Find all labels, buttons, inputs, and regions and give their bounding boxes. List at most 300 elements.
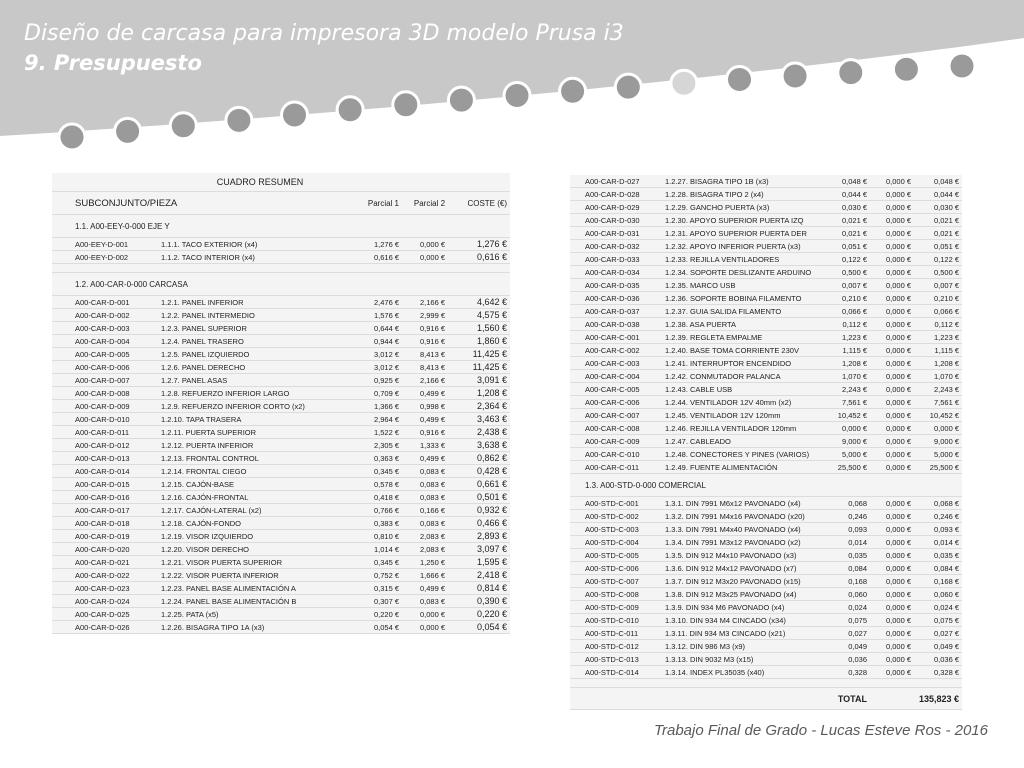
part-cost: 0,024 € bbox=[914, 601, 962, 614]
spacer-row bbox=[52, 264, 510, 273]
section-row bbox=[52, 273, 510, 296]
spacer-row bbox=[570, 679, 962, 688]
parcial-1: 0,363 € bbox=[356, 452, 402, 465]
part-code: A00-STD-C-007 bbox=[582, 575, 662, 588]
part-cost: 0,390 € bbox=[448, 595, 510, 608]
part-name: 1.2.3. PANEL SUPERIOR bbox=[158, 322, 356, 335]
parcial-2: 0,000 € bbox=[870, 627, 914, 640]
row-spacer bbox=[570, 396, 582, 409]
part-name: 1.2.7. PANEL ASAS bbox=[158, 374, 356, 387]
parcial-2: 0,000 € bbox=[870, 279, 914, 292]
part-name: 1.2.44. VENTILADOR 12V 40mm (x2) bbox=[662, 396, 824, 409]
summary-table-right bbox=[570, 175, 962, 710]
parcial-2: 1,250 € bbox=[402, 556, 448, 569]
part-name: 1.2.34. SOPORTE DESLIZANTE ARDUINO bbox=[662, 266, 824, 279]
part-code: A00-CAR-D-032 bbox=[582, 240, 662, 253]
table-row bbox=[570, 318, 962, 331]
part-name: 1.2.13. FRONTAL CONTROL bbox=[158, 452, 356, 465]
table-row bbox=[570, 370, 962, 383]
col-header-parcial2: Parcial 2 bbox=[402, 192, 448, 215]
parcial-2: 0,000 € bbox=[870, 510, 914, 523]
parcial-1: 0,054 € bbox=[356, 621, 402, 634]
parcial-2: 0,000 € bbox=[870, 292, 914, 305]
part-code: A00-STD-C-014 bbox=[582, 666, 662, 679]
table-row bbox=[52, 608, 510, 621]
section-row bbox=[570, 474, 962, 497]
part-cost: 0,075 € bbox=[914, 614, 962, 627]
part-cost: 0,500 € bbox=[914, 266, 962, 279]
row-spacer bbox=[52, 374, 72, 387]
part-name: 1.2.33. REJILLA VENTILADORES bbox=[662, 253, 824, 266]
part-code: A00-CAR-D-016 bbox=[72, 491, 158, 504]
parcial-2: 0,000 € bbox=[870, 601, 914, 614]
table-row bbox=[570, 601, 962, 614]
parcial-2: 2,083 € bbox=[402, 543, 448, 556]
table-row bbox=[52, 504, 510, 517]
row-spacer bbox=[570, 279, 582, 292]
parcial-2: 0,000 € bbox=[870, 175, 914, 188]
row-spacer bbox=[570, 588, 582, 601]
table-row bbox=[570, 640, 962, 653]
part-name: 1.2.21. VISOR PUERTA SUPERIOR bbox=[158, 556, 356, 569]
row-spacer bbox=[570, 227, 582, 240]
part-code: A00-EEY-D-002 bbox=[72, 251, 158, 264]
row-spacer bbox=[570, 666, 582, 679]
row-spacer bbox=[52, 504, 72, 517]
row-spacer bbox=[52, 465, 72, 478]
row-spacer bbox=[570, 370, 582, 383]
parcial-1: 0,168 bbox=[824, 575, 870, 588]
parcial-2: 0,083 € bbox=[402, 517, 448, 530]
part-cost: 2,438 € bbox=[448, 426, 510, 439]
part-name: 1.3.2. DIN 7991 M4x16 PAVONADO (x20) bbox=[662, 510, 824, 523]
table-row bbox=[570, 510, 962, 523]
row-spacer bbox=[570, 175, 582, 188]
part-name: 1.2.22. VISOR PUERTA INFERIOR bbox=[158, 569, 356, 582]
part-code: A00-STD-C-012 bbox=[582, 640, 662, 653]
parcial-1: 0,307 € bbox=[356, 595, 402, 608]
part-name: 1.2.8. REFUERZO INFERIOR LARGO bbox=[158, 387, 356, 400]
part-name: 1.2.26. BISAGRA TIPO 1A (x3) bbox=[158, 621, 356, 634]
parcial-1: 1,223 € bbox=[824, 331, 870, 344]
parcial-1: 0,014 bbox=[824, 536, 870, 549]
part-cost: 0,036 € bbox=[914, 653, 962, 666]
parcial-1: 0,021 € bbox=[824, 214, 870, 227]
parcial-1: 0,112 € bbox=[824, 318, 870, 331]
parcial-2: 0,000 € bbox=[870, 575, 914, 588]
part-cost: 0,044 € bbox=[914, 188, 962, 201]
row-spacer bbox=[570, 536, 582, 549]
parcial-1: 3,012 € bbox=[356, 361, 402, 374]
table-row bbox=[570, 292, 962, 305]
row-spacer bbox=[52, 439, 72, 452]
row-spacer bbox=[570, 409, 582, 422]
part-name: 1.2.49. FUENTE ALIMENTACIÓN bbox=[662, 461, 824, 474]
table-row bbox=[570, 214, 962, 227]
parcial-2: 0,000 € bbox=[870, 331, 914, 344]
part-name: 1.1.2. TACO INTERIOR (x4) bbox=[158, 251, 356, 264]
part-cost: 3,638 € bbox=[448, 439, 510, 452]
progress-dot bbox=[838, 60, 864, 86]
part-cost: 0,060 € bbox=[914, 588, 962, 601]
parcial-2: 0,000 € bbox=[870, 614, 914, 627]
part-cost: 0,000 € bbox=[914, 422, 962, 435]
parcial-1: 0,049 bbox=[824, 640, 870, 653]
part-cost: 1,070 € bbox=[914, 370, 962, 383]
row-spacer bbox=[570, 305, 582, 318]
table-row bbox=[570, 461, 962, 474]
part-cost: 1,208 € bbox=[448, 387, 510, 400]
row-spacer bbox=[570, 549, 582, 562]
part-code: A00-CAR-D-011 bbox=[72, 426, 158, 439]
table-row bbox=[52, 251, 510, 264]
summary-title: CUADRO RESUMEN bbox=[72, 173, 448, 192]
slide-title-block bbox=[24, 20, 624, 78]
part-name: 1.2.30. APOYO SUPERIOR PUERTA IZQ bbox=[662, 214, 824, 227]
part-name: 1.3.8. DIN 912 M3x25 PAVONADO (x4) bbox=[662, 588, 824, 601]
table-row bbox=[52, 348, 510, 361]
row-spacer bbox=[52, 400, 72, 413]
part-cost: 0,030 € bbox=[914, 201, 962, 214]
row-spacer bbox=[52, 426, 72, 439]
parcial-2: 0,000 € bbox=[870, 201, 914, 214]
parcial-2: 2,999 € bbox=[402, 309, 448, 322]
row-spacer bbox=[52, 452, 72, 465]
part-code: A00-STD-C-005 bbox=[582, 549, 662, 562]
part-name: 1.3.3. DIN 7991 M4x40 PAVONADO (x4) bbox=[662, 523, 824, 536]
summary-table-left bbox=[52, 173, 510, 634]
part-name: 1.3.7. DIN 912 M3x20 PAVONADO (x15) bbox=[662, 575, 824, 588]
parcial-1: 9,000 € bbox=[824, 435, 870, 448]
row-spacer bbox=[570, 331, 582, 344]
part-name: 1.2.11. PUERTA SUPERIOR bbox=[158, 426, 356, 439]
part-cost: 4,575 € bbox=[448, 309, 510, 322]
parcial-1: 7,561 € bbox=[824, 396, 870, 409]
part-name: 1.3.14. INDEX PL35035 (x40) bbox=[662, 666, 824, 679]
parcial-1: 0,044 € bbox=[824, 188, 870, 201]
part-name: 1.2.46. REJILLA VENTILADOR 120mm bbox=[662, 422, 824, 435]
part-cost: 0,007 € bbox=[914, 279, 962, 292]
part-cost: 2,364 € bbox=[448, 400, 510, 413]
progress-dot-active bbox=[671, 70, 697, 96]
part-name: 1.3.1. DIN 7991 M6x12 PAVONADO (x4) bbox=[662, 497, 824, 510]
part-name: 1.2.19. VISOR IZQUIERDO bbox=[158, 530, 356, 543]
part-cost: 0,246 € bbox=[914, 510, 962, 523]
row-spacer bbox=[52, 608, 72, 621]
part-name: 1.2.45. VENTILADOR 12V 120mm bbox=[662, 409, 824, 422]
parcial-2: 8,413 € bbox=[402, 348, 448, 361]
part-cost: 0,122 € bbox=[914, 253, 962, 266]
row-spacer bbox=[570, 562, 582, 575]
part-code: A00-CAR-D-003 bbox=[72, 322, 158, 335]
part-code: A00-CAR-D-024 bbox=[72, 595, 158, 608]
total-label: TOTAL bbox=[824, 688, 870, 710]
part-cost: 0,168 € bbox=[914, 575, 962, 588]
part-code: A00-CAR-C-010 bbox=[582, 448, 662, 461]
table-row bbox=[52, 238, 510, 251]
parcial-2: 0,000 € bbox=[870, 266, 914, 279]
parcial-1: 0,315 € bbox=[356, 582, 402, 595]
table-row bbox=[52, 517, 510, 530]
table-row bbox=[52, 335, 510, 348]
part-name: 1.2.38. ASA PUERTA bbox=[662, 318, 824, 331]
row-spacer bbox=[570, 240, 582, 253]
part-cost: 0,068 € bbox=[914, 497, 962, 510]
part-name: 1.2.32. APOYO INFERIOR PUERTA (x3) bbox=[662, 240, 824, 253]
table-row bbox=[52, 296, 510, 309]
part-code: A00-STD-C-006 bbox=[582, 562, 662, 575]
parcial-1: 0,066 € bbox=[824, 305, 870, 318]
part-code: A00-CAR-C-002 bbox=[582, 344, 662, 357]
parcial-2: 0,499 € bbox=[402, 387, 448, 400]
part-code: A00-STD-C-003 bbox=[582, 523, 662, 536]
part-cost: 0,035 € bbox=[914, 549, 962, 562]
part-name: 1.2.48. CONECTORES Y PINES (VARIOS) bbox=[662, 448, 824, 461]
parcial-2: 0,000 € bbox=[870, 666, 914, 679]
part-cost: 0,049 € bbox=[914, 640, 962, 653]
progress-dot bbox=[615, 74, 641, 100]
parcial-2: 0,499 € bbox=[402, 582, 448, 595]
parcial-1: 0,709 € bbox=[356, 387, 402, 400]
parcial-1: 1,522 € bbox=[356, 426, 402, 439]
table-row bbox=[570, 305, 962, 318]
table-row bbox=[570, 240, 962, 253]
row-spacer bbox=[52, 296, 72, 309]
part-cost: 0,862 € bbox=[448, 452, 510, 465]
row-spacer bbox=[52, 387, 72, 400]
part-code: A00-CAR-D-033 bbox=[582, 253, 662, 266]
part-name: 1.3.5. DIN 912 M4x10 PAVONADO (x3) bbox=[662, 549, 824, 562]
parcial-1: 1,276 € bbox=[356, 238, 402, 251]
parcial-1: 0,220 € bbox=[356, 608, 402, 621]
part-cost: 3,091 € bbox=[448, 374, 510, 387]
part-code: A00-CAR-D-037 bbox=[582, 305, 662, 318]
table-row bbox=[570, 266, 962, 279]
parcial-2: 0,000 € bbox=[870, 461, 914, 474]
part-name: 1.2.37. GUIA SALIDA FILAMENTO bbox=[662, 305, 824, 318]
part-code: A00-CAR-D-030 bbox=[582, 214, 662, 227]
table-row bbox=[570, 614, 962, 627]
table-row bbox=[52, 491, 510, 504]
part-code: A00-CAR-C-011 bbox=[582, 461, 662, 474]
part-cost: 0,021 € bbox=[914, 214, 962, 227]
table-row bbox=[570, 627, 962, 640]
parcial-2: 0,000 € bbox=[870, 227, 914, 240]
row-spacer bbox=[52, 413, 72, 426]
part-cost: 0,084 € bbox=[914, 562, 962, 575]
row-spacer bbox=[570, 214, 582, 227]
parcial-1: 0,383 € bbox=[356, 517, 402, 530]
part-code: A00-CAR-C-007 bbox=[582, 409, 662, 422]
part-cost: 11,425 € bbox=[448, 348, 510, 361]
part-name: 1.3.9. DIN 934 M6 PAVONADO (x4) bbox=[662, 601, 824, 614]
row-spacer bbox=[52, 517, 72, 530]
part-name: 1.2.41. INTERRUPTOR ENCENDIDO bbox=[662, 357, 824, 370]
table-row bbox=[52, 387, 510, 400]
part-name: 1.2.17. CAJÓN-LATERAL (x2) bbox=[158, 504, 356, 517]
parcial-1: 0,418 € bbox=[356, 491, 402, 504]
part-name: 1.2.6. PANEL DERECHO bbox=[158, 361, 356, 374]
part-code: A00-CAR-D-013 bbox=[72, 452, 158, 465]
row-spacer bbox=[52, 543, 72, 556]
slide-subtitle: 9. Presupuesto bbox=[24, 51, 202, 75]
parcial-2: 0,000 € bbox=[402, 608, 448, 621]
part-code: A00-CAR-D-018 bbox=[72, 517, 158, 530]
part-code: A00-CAR-D-027 bbox=[582, 175, 662, 188]
row-spacer bbox=[52, 238, 72, 251]
table-row bbox=[570, 201, 962, 214]
parcial-2: 0,000 € bbox=[870, 536, 914, 549]
parcial-1: 0,810 € bbox=[356, 530, 402, 543]
parcial-1: 1,208 € bbox=[824, 357, 870, 370]
table-row bbox=[52, 361, 510, 374]
part-cost: 1,595 € bbox=[448, 556, 510, 569]
parcial-2: 0,499 € bbox=[402, 413, 448, 426]
part-name: 1.2.40. BASE TOMA CORRIENTE 230V bbox=[662, 344, 824, 357]
row-spacer bbox=[570, 266, 582, 279]
parcial-2: 0,916 € bbox=[402, 426, 448, 439]
parcial-1: 0,616 € bbox=[356, 251, 402, 264]
progress-dot bbox=[727, 67, 753, 93]
part-cost: 9,000 € bbox=[914, 435, 962, 448]
part-code: A00-STD-C-011 bbox=[582, 627, 662, 640]
table-row bbox=[52, 621, 510, 634]
row-spacer bbox=[52, 322, 72, 335]
parcial-1: 0,246 bbox=[824, 510, 870, 523]
part-name: 1.2.12. PUERTA INFERIOR bbox=[158, 439, 356, 452]
parcial-1: 1,070 € bbox=[824, 370, 870, 383]
table-row bbox=[52, 413, 510, 426]
table-row bbox=[570, 666, 962, 679]
part-name: 1.2.24. PANEL BASE ALIMENTACIÓN B bbox=[158, 595, 356, 608]
table-row bbox=[570, 279, 962, 292]
parcial-1: 5,000 € bbox=[824, 448, 870, 461]
parcial-1: 0,068 bbox=[824, 497, 870, 510]
part-name: 1.2.36. SOPORTE BOBINA FILAMENTO bbox=[662, 292, 824, 305]
parcial-2: 0,083 € bbox=[402, 478, 448, 491]
part-cost: 1,115 € bbox=[914, 344, 962, 357]
row-spacer bbox=[570, 201, 582, 214]
parcial-2: 0,000 € bbox=[870, 448, 914, 461]
part-name: 1.3.12. DIN 986 M3 (x9) bbox=[662, 640, 824, 653]
parcial-1: 10,452 € bbox=[824, 409, 870, 422]
row-spacer bbox=[52, 348, 72, 361]
progress-dot bbox=[115, 118, 141, 144]
part-cost: 1,276 € bbox=[448, 238, 510, 251]
part-name: 1.2.47. CABLEADO bbox=[662, 435, 824, 448]
part-code: A00-CAR-D-012 bbox=[72, 439, 158, 452]
table-row bbox=[52, 569, 510, 582]
parcial-2: 0,000 € bbox=[870, 435, 914, 448]
parcial-1: 25,500 € bbox=[824, 461, 870, 474]
part-cost: 1,560 € bbox=[448, 322, 510, 335]
section-row bbox=[52, 215, 510, 238]
parcial-1: 3,012 € bbox=[356, 348, 402, 361]
table-row bbox=[52, 452, 510, 465]
parcial-1: 0,030 € bbox=[824, 201, 870, 214]
parcial-2: 0,000 € bbox=[870, 653, 914, 666]
part-code: A00-CAR-D-038 bbox=[582, 318, 662, 331]
part-cost: 1,223 € bbox=[914, 331, 962, 344]
part-code: A00-CAR-D-017 bbox=[72, 504, 158, 517]
part-name: 1.3.6. DIN 912 M4x12 PAVONADO (x7) bbox=[662, 562, 824, 575]
part-code: A00-CAR-D-015 bbox=[72, 478, 158, 491]
total-row bbox=[570, 688, 962, 710]
part-cost: 0,054 € bbox=[448, 621, 510, 634]
table-row bbox=[570, 409, 962, 422]
table-row bbox=[570, 422, 962, 435]
summary-title-row bbox=[52, 173, 510, 192]
part-name: 1.2.15. CAJÓN-BASE bbox=[158, 478, 356, 491]
parcial-2: 1,666 € bbox=[402, 569, 448, 582]
part-name: 1.2.39. REGLETA EMPALME bbox=[662, 331, 824, 344]
summary-header-row bbox=[52, 192, 510, 215]
progress-dot bbox=[337, 97, 363, 123]
part-code: A00-CAR-D-021 bbox=[72, 556, 158, 569]
part-name: 1.3.4. DIN 7991 M3x12 PAVONADO (x2) bbox=[662, 536, 824, 549]
table-row bbox=[52, 309, 510, 322]
parcial-2: 0,000 € bbox=[870, 357, 914, 370]
row-spacer bbox=[52, 556, 72, 569]
table-row bbox=[52, 439, 510, 452]
parcial-1: 0,035 bbox=[824, 549, 870, 562]
part-cost: 11,425 € bbox=[448, 361, 510, 374]
row-spacer bbox=[52, 595, 72, 608]
row-spacer bbox=[570, 448, 582, 461]
part-code: A00-CAR-D-023 bbox=[72, 582, 158, 595]
table-row bbox=[52, 465, 510, 478]
parcial-2: 8,413 € bbox=[402, 361, 448, 374]
table-row bbox=[570, 357, 962, 370]
progress-dot bbox=[170, 113, 196, 139]
parcial-2: 0,000 € bbox=[402, 621, 448, 634]
progress-dot bbox=[893, 56, 919, 82]
part-code: A00-CAR-C-001 bbox=[582, 331, 662, 344]
row-spacer bbox=[570, 383, 582, 396]
parcial-2: 2,166 € bbox=[402, 374, 448, 387]
table-row bbox=[570, 188, 962, 201]
table-row bbox=[52, 426, 510, 439]
part-cost: 0,814 € bbox=[448, 582, 510, 595]
row-spacer bbox=[570, 640, 582, 653]
table-row bbox=[570, 653, 962, 666]
part-name: 1.2.27. BISAGRA TIPO 1B (x3) bbox=[662, 175, 824, 188]
part-name: 1.2.23. PANEL BASE ALIMENTACIÓN A bbox=[158, 582, 356, 595]
parcial-1: 1,576 € bbox=[356, 309, 402, 322]
part-name: 1.2.29. GANCHO PUERTA (x3) bbox=[662, 201, 824, 214]
progress-dot bbox=[504, 83, 530, 109]
part-cost: 1,860 € bbox=[448, 335, 510, 348]
part-code: A00-CAR-D-008 bbox=[72, 387, 158, 400]
parcial-2: 0,000 € bbox=[870, 422, 914, 435]
parcial-1: 0,328 bbox=[824, 666, 870, 679]
part-code: A00-CAR-C-005 bbox=[582, 383, 662, 396]
row-spacer bbox=[570, 497, 582, 510]
part-cost: 0,210 € bbox=[914, 292, 962, 305]
table-row bbox=[570, 536, 962, 549]
parcial-1: 0,752 € bbox=[356, 569, 402, 582]
parcial-2: 0,000 € bbox=[870, 305, 914, 318]
table-row bbox=[570, 383, 962, 396]
table-row bbox=[52, 582, 510, 595]
part-code: A00-CAR-D-035 bbox=[582, 279, 662, 292]
row-spacer bbox=[52, 621, 72, 634]
part-name: 1.2.14. FRONTAL CIEGO bbox=[158, 465, 356, 478]
part-code: A00-CAR-D-019 bbox=[72, 530, 158, 543]
progress-dot bbox=[282, 102, 308, 128]
row-spacer bbox=[570, 614, 582, 627]
parcial-1: 0,036 bbox=[824, 653, 870, 666]
